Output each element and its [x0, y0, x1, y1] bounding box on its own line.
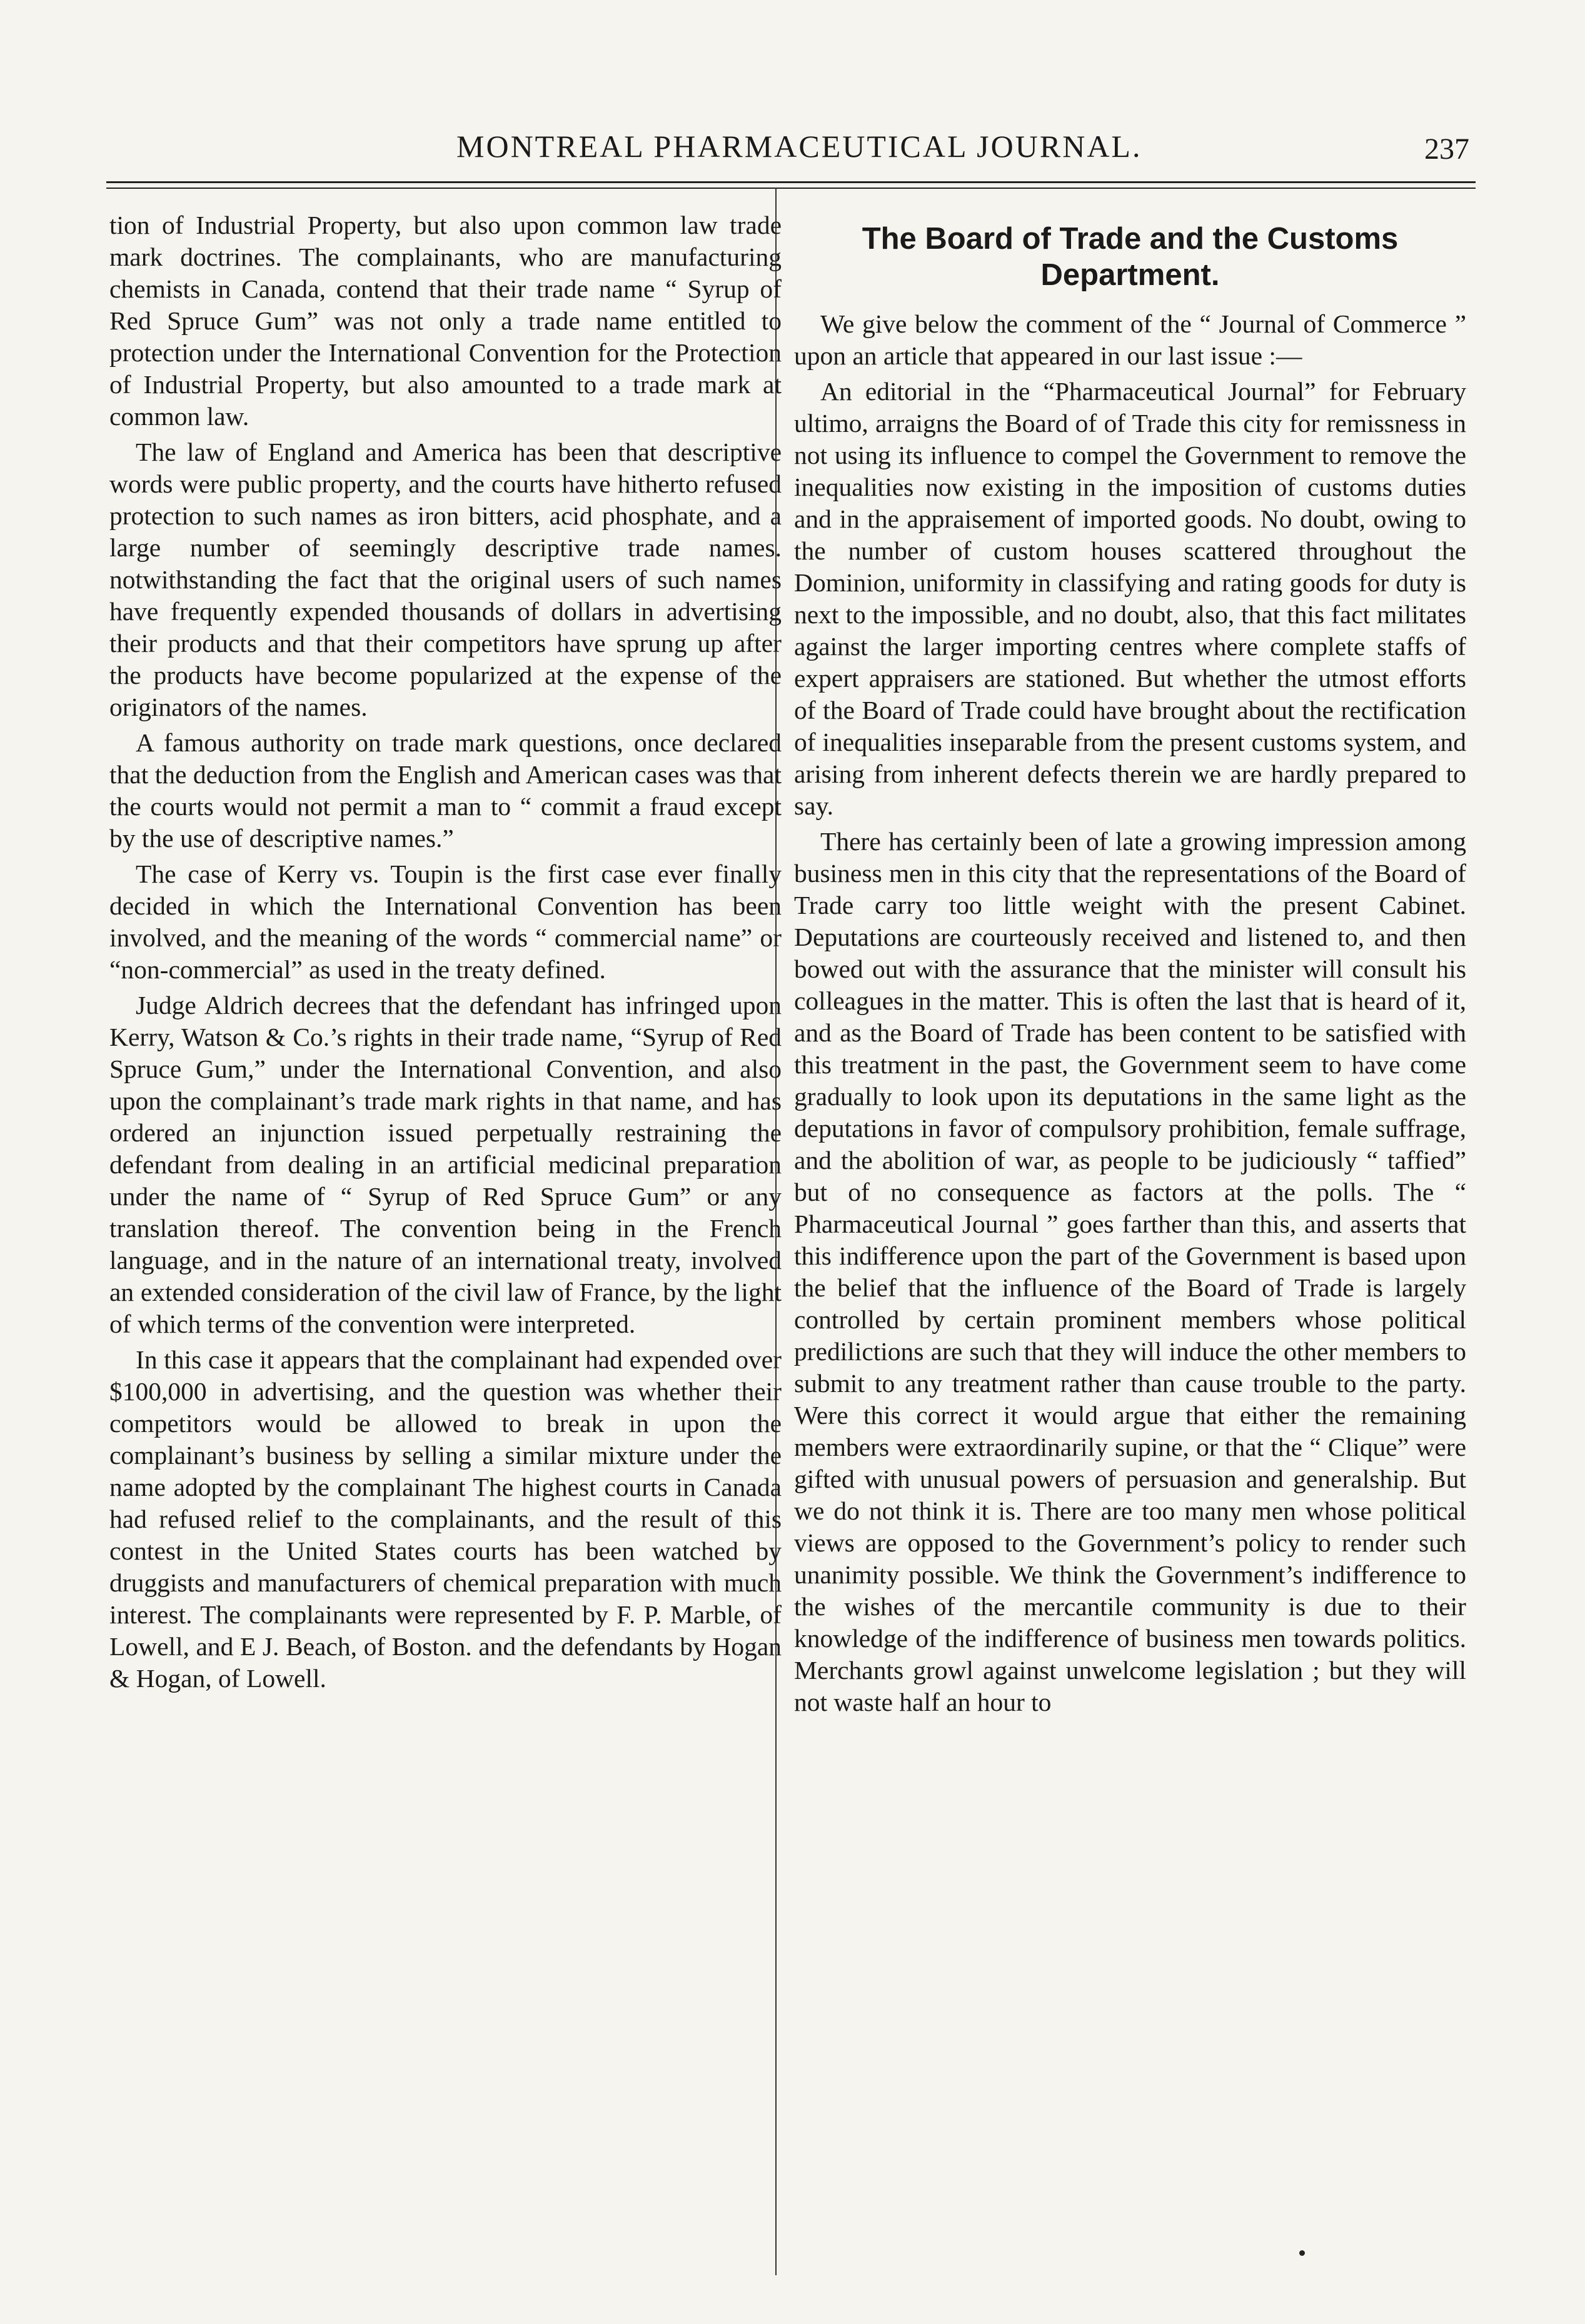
paragraph: A famous authority on trade mark questions, once declared that the deduction from the English and American cases was that the courts would not permit a man to “ commit a fraud except by the use of descriptive names.”: [109, 728, 782, 853]
paragraph: The law of England and America has been that descriptive words were public property, and the courts have hitherto refused protection to such names as iron bitters, acid phosphate, and a large number of seemingly descriptive trade names. notwithstanding the fact that the original users of such names have frequently expended thousands of dollars in advertising their products and that their competitors have sprung up after the products have become popularized at the expense of the originators of the names.: [109, 438, 782, 721]
header-rule-double: [106, 188, 1476, 189]
page-header: [106, 122, 1476, 191]
paragraph: We give below the comment of the “ Journal of Commerce ” upon an article that appeared in our last issue :—: [794, 309, 1466, 370]
right-column: [794, 209, 1466, 1722]
article-heading: The Board of Trade and the Customs Department.: [862, 222, 1399, 292]
paragraph: There has certainly been of late a growing impression among business men in this city that the representations of the Board of Trade carry too little weight with the present Cabinet. Deputations are courteously received and listened to, and then bowed out with the assurance that the minister will consult his colleagues in the matter. This is often the last that is heard of it, and as the Board of Trade has been content to be satisfied with this treatment in the past, the Government seem to have come gradually to look upon its deputations in the same light as the deputations in favor of compulsory prohibition, female suffrage, and the abolition of war, as people to be judiciously “ taffied” but of no consequence as factors at the polls. The “ Pharmaceutical Journal ” goes farther than this, and asserts that this indifference upon the part of the Government is based upon the belief that the influence of the Board of Trade is largely controlled by certain prominent members whose political predilictions are such that they will induce the other members to submit to any treatment rather than cause trouble to the party. Were this correct it would argue that either the remaining members were extraordinarily supine, or that the “ Clique” were gifted with unusual powers of persuasion and generalship. But we do not think it is. There are too many men whose political views are opposed to the Government’s policy to render such unanimity possible. We think the Government’s indifference to the wishes of the mercantile community is due to their knowledge of the indifference of business men towards politics. Merchants growl against unwelcome legislation ; but they will not waste half an hour to: [794, 827, 1466, 1716]
header-rule: [106, 181, 1476, 183]
paragraph: tion of Industrial Property, but also upon common law trade mark doctrines. The complainants, who are manufacturing chemists in Canada, contend that their trade name “ Syrup of Red Spruce Gum” was not only a trade name entitled to protection under the International Convention for the Protection of Industrial Property, but also amounted to a trade mark at common law.: [109, 211, 782, 431]
paragraph: Judge Aldrich decrees that the defendant has infringed upon Kerry, Watson & Co.’s rights in their trade name, “Syrup of Red Spruce Gum,” under the International Convention, and also upon the complainant’s trade mark rights in that name, and has ordered an injunction issued perpetually restraining the defendant from dealing in an artificial medicinal preparation under the name of “ Syrup of Red Spruce Gum” or any translation thereof. The convention being in the French language, and in the nature of an international treaty, involved an extended consideration of the civil law of France, by the light of which terms of the convention were interpreted.: [109, 991, 782, 1338]
page-number: 237: [1424, 133, 1469, 166]
left-column: [109, 209, 782, 1698]
paragraph: An editorial in the “Pharmaceutical Journal” for February ultimo, arraigns the Board of of Trade this city for remissness in not using its influence to compel the Government to remove the inequalities now existing in the imposition of customs duties and in the appraisement of imported goods. No doubt, owing to the number of custom houses scattered throughout the Dominion, uniformity in classifying and rating goods for duty is next to the impossible, and no doubt, also, that this fact militates against the larger importing centres where complete staffs of expert appraisers are stationed. But whether the utmost efforts of the Board of Trade could have brought about the rectification of inequalities inseparable from the present customs system, and arising from inherent defects therein we are hardly prepared to say.: [794, 377, 1466, 820]
paragraph: The case of Kerry vs. Toupin is the first case ever finally decided in which the International Convention has been involved, and the meaning of the words “ commercial name” or “non-commercial” as used in the treaty defined.: [109, 859, 782, 984]
journal-title: MONTREAL PHARMACEUTICAL JOURNAL.: [456, 129, 1142, 164]
paragraph: In this case it appears that the complainant had expended over $100,000 in advertising, and the question was whether their competitors would be allowed to break in upon the complainant’s business by selling a similar mixture under the name adopted by the complainant The highest courts in Canada had refused relief to the complainants, and the result of this contest in the United States courts has been watched by druggists and manufacturers of chemical preparation with much interest. The complainants were represented by F. P. Marble, of Lowell, and E J. Beach, of Boston. and the defendants by Hogan & Hogan, of Lowell.: [109, 1345, 782, 1693]
print-dot: [1299, 2250, 1305, 2256]
